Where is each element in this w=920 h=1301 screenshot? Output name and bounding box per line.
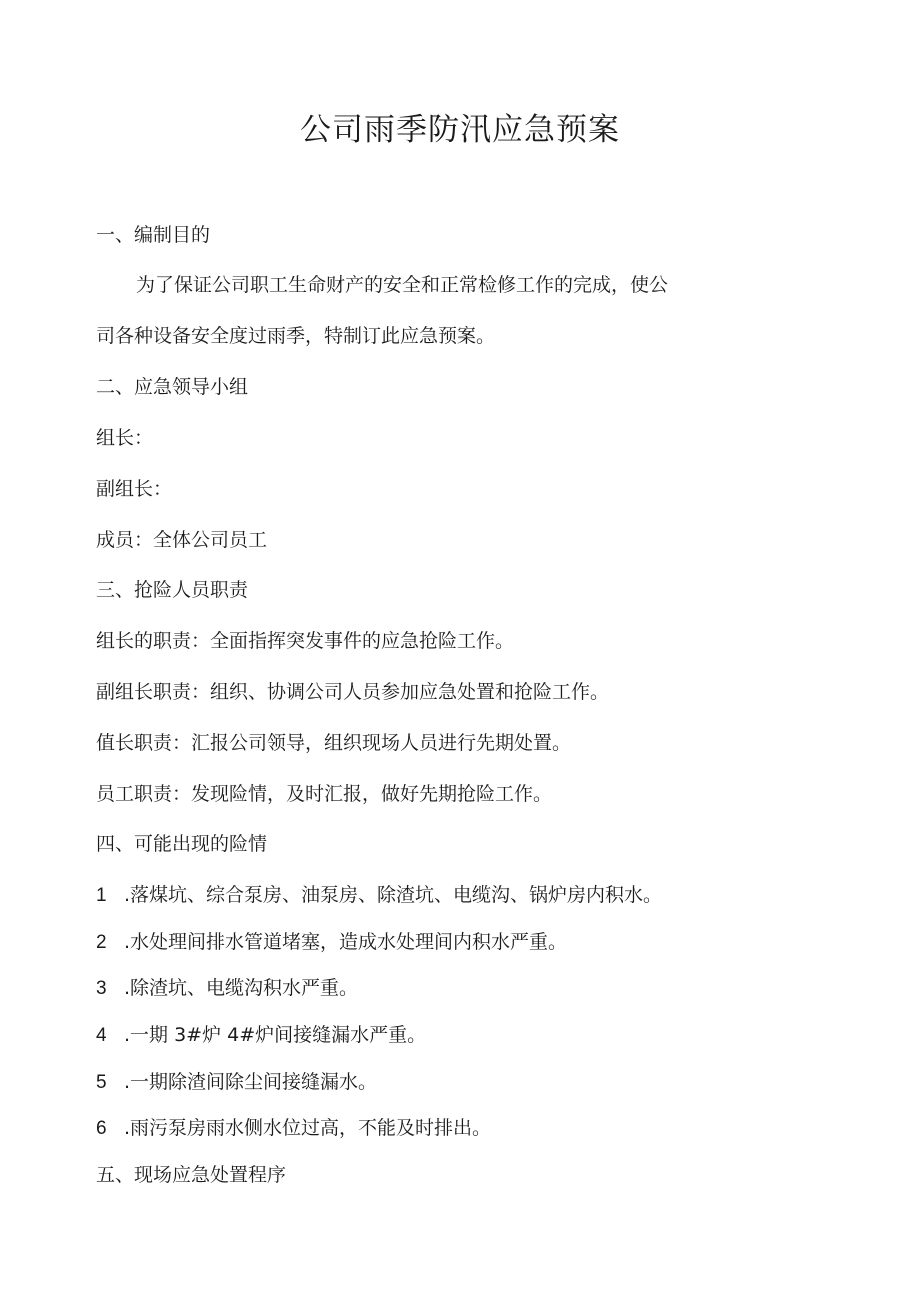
hazard-item-text: .除渣坑、电缆沟积水严重。	[124, 977, 359, 999]
document-title: 公司雨季防汛应急预案	[300, 112, 620, 148]
duty-item: 组长的职责：全面指挥突发事件的应急抢险工作。	[96, 630, 515, 652]
deputy-leader-line: 副组长：	[96, 478, 173, 500]
hazard-item-number: 3	[96, 978, 107, 999]
hazard-item-text: .落煤坑、综合泵房、油泵房、除渣坑、电缆沟、锅炉房内积水。	[124, 884, 663, 906]
section-heading-duties: 三、抢险人员职责	[96, 579, 249, 601]
hazard-item-number: 4	[96, 1025, 107, 1046]
duty-item: 值长职责：汇报公司领导，组织现场人员进行先期处置。	[96, 732, 572, 754]
duty-item: 副组长职责：组织、协调公司人员参加应急处置和抢险工作。	[96, 681, 610, 703]
section-heading-purpose: 一、编制目的	[96, 224, 211, 246]
hazard-item-text: .水处理间排水管道堵塞，造成水处理间内积水严重。	[124, 931, 568, 953]
hazard-list-item	[96, 1114, 491, 1143]
hazard-item-number: 5	[96, 1072, 107, 1093]
hazard-list-item	[96, 881, 662, 910]
section-heading-leadership: 二、应急领导小组	[96, 376, 249, 398]
purpose-paragraph-line-2: 司各种设备安全度过雨季，特制订此应急预案。	[96, 325, 496, 347]
hazard-list-item	[96, 1068, 377, 1097]
hazard-item-number: 6	[96, 1118, 107, 1139]
hazard-list-item	[96, 928, 567, 957]
hazard-item-number: 2	[96, 932, 107, 953]
hazard-list-item	[96, 1021, 426, 1050]
section-heading-hazards: 四、可能出现的险情	[96, 833, 268, 855]
purpose-paragraph-line-1: 为了保证公司职工生命财产的安全和正常检修工作的完成，使公	[136, 274, 669, 296]
leader-line: 组长：	[96, 427, 154, 449]
hazard-item-text: .一期 3#炉 4#炉间接缝漏水严重。	[124, 1024, 427, 1046]
hazard-item-text: .一期除渣间除尘间接缝漏水。	[124, 1071, 378, 1093]
duty-item: 员工职责：发现险情，及时汇报，做好先期抢险工作。	[96, 783, 553, 805]
hazard-item-text: .雨污泵房雨水侧水位过高，不能及时排出。	[124, 1117, 492, 1139]
members-line: 成员：全体公司员工	[96, 529, 268, 551]
hazard-item-number: 1	[96, 885, 107, 906]
section-heading-procedure: 五、现场应急处置程序	[96, 1164, 287, 1186]
hazard-list-item	[96, 974, 358, 1003]
